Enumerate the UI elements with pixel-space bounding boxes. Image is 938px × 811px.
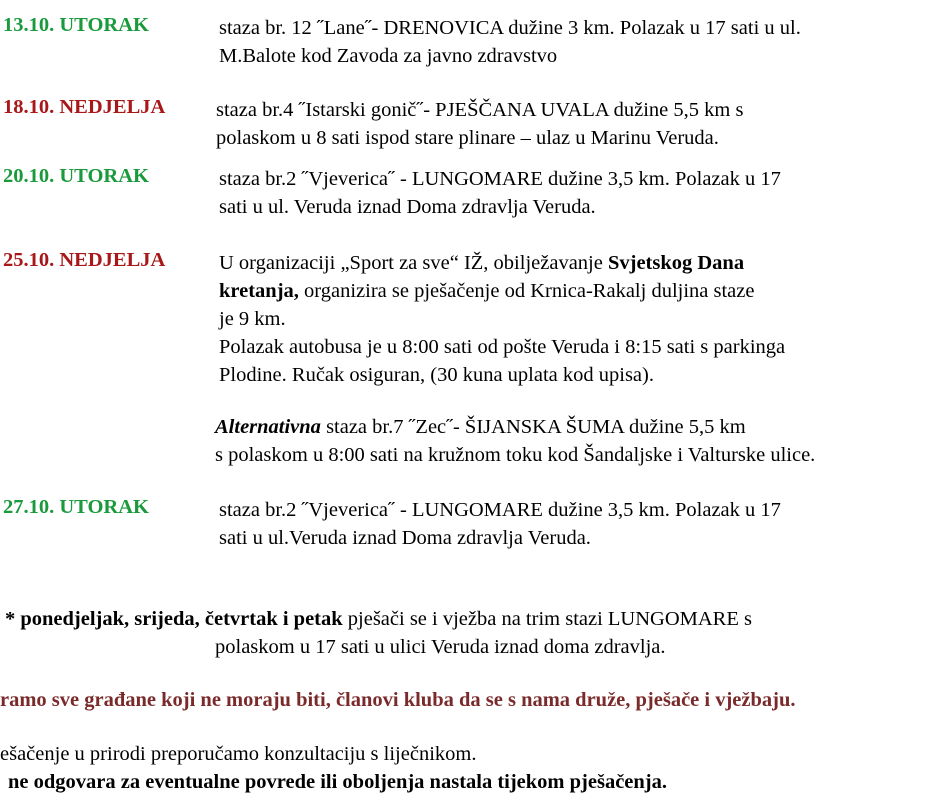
event-desc-line-justified: [219, 165, 909, 193]
event-desc-line: sati u ul. Veruda iznad Doma zdravlja Veruda.: [219, 196, 596, 218]
weekday-note-line: [5, 605, 752, 633]
event-desc-text: organizira se pješačenje od Krnica-Rakalj duljina staze: [298, 280, 755, 302]
event-desc-line: staza br.2 ˝Vjeverica˝ - LUNGOMARE dužine 3,5 km. Polazak u 17: [219, 499, 781, 521]
event-desc-text: staza br.2 ˝Vjeverica˝ - LUNGOMARE dužine 3,5 km. Polazak u 17: [219, 168, 781, 190]
event-desc-line: je 9 km.: [219, 308, 286, 330]
event-date-18-10: 18.10. NEDJELJA: [3, 96, 166, 118]
advice-text: ešačenje u prirodi preporučamo konzultaciju s liječnikom.: [0, 743, 477, 765]
weekday-note-days: * ponedjeljak, srijeda, četvrtak i petak: [5, 608, 343, 630]
event-desc-text: U organizaciji „Sport za sve“ IŽ, obilježavanje: [219, 252, 608, 274]
event-desc-text: staza br.7 ˝Zec˝- ŠIJANSKA ŠUMA dužine 5,5 km: [320, 416, 746, 438]
event-desc-line: sati u ul.Veruda iznad Doma zdravlja Veruda.: [219, 527, 591, 549]
event-desc-line: Polazak autobusa je u 8:00 sati od pošte Veruda i 8:15 sati s parkinga: [219, 336, 786, 358]
event-date-13-10: 13.10. UTORAK: [3, 14, 149, 36]
event-date-27-10: 27.10. UTORAK: [3, 496, 149, 518]
event-desc-line: M.Balote kod Zavoda za javno zdravstvo: [219, 45, 558, 67]
event-desc-line: staza br.4 ˝Istarski gonič˝- PJEŠČANA UVALA dužine 5,5 km s: [216, 99, 744, 121]
invitation-text: ramo sve građane koji ne moraju biti, članovi kluba da se s nama druže, pješače i vježbaju.: [0, 689, 796, 711]
event-desc-line: staza br. 12 ˝Lane˝- DRENOVICA dužine 3 km. Polazak u 17 sati u ul.: [219, 17, 801, 39]
weekday-note-text: pješači se i vježba na trim stazi LUNGOMARE s: [342, 608, 752, 630]
alternative-route-line: [215, 413, 746, 441]
event-desc-line: [219, 277, 754, 305]
event-desc-line: [219, 249, 744, 277]
event-desc-line: polaskom u 8 sati ispod stare plinare – ulaz u Marinu Veruda.: [216, 127, 719, 149]
event-desc-line: Plodine. Ručak osiguran, (30 kuna uplata kod upisa).: [219, 364, 654, 386]
event-highlight: Svjetskog Dana: [607, 252, 745, 274]
alternative-route-line: s polaskom u 8:00 sati na kružnom toku kod Šandaljske i Valturske ulice.: [215, 444, 816, 466]
weekday-note-line: polaskom u 17 sati u ulici Veruda iznad doma zdravlja.: [215, 636, 666, 658]
event-date-25-10: 25.10. NEDJELJA: [3, 249, 166, 271]
alternative-label: Alternativna: [215, 416, 321, 438]
disclaimer-text: ne odgovara za eventualne povrede ili oboljenja nastala tijekom pješačenja.: [8, 771, 667, 793]
event-date-20-10: 20.10. UTORAK: [3, 165, 149, 187]
event-highlight: kretanja,: [219, 280, 299, 302]
